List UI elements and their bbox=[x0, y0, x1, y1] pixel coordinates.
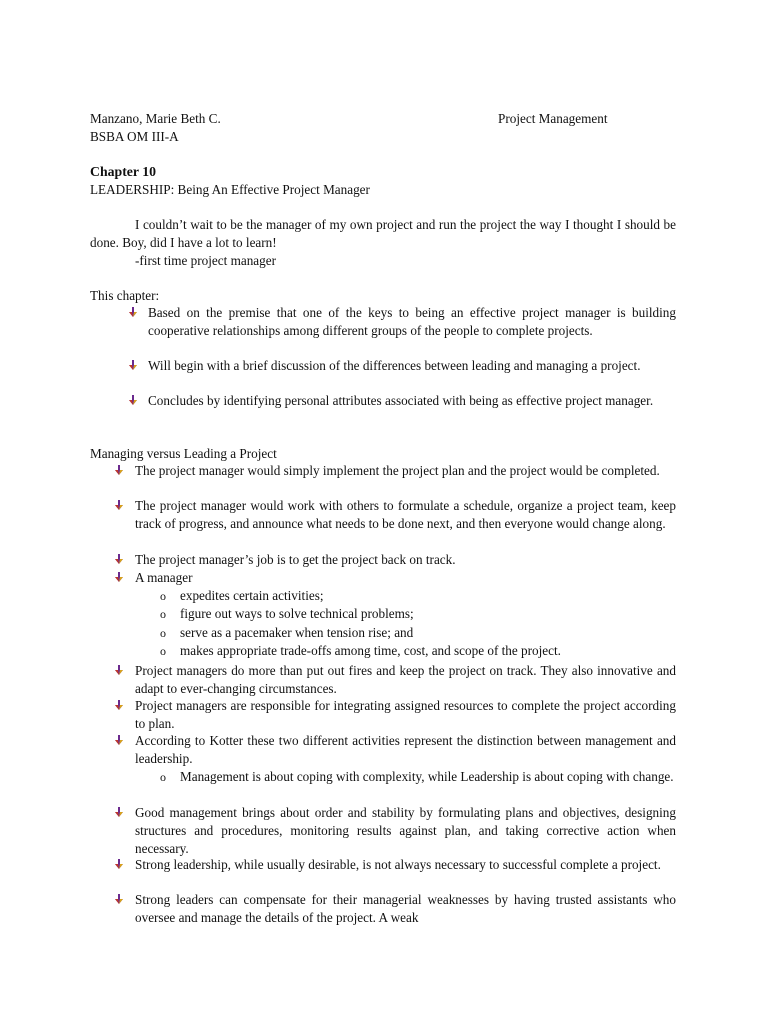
managing-bullet-10: Strong leaders can compensate for their managerial weaknesses by having trusted assistants who oversee and manage the details of the project. A weak bbox=[135, 892, 676, 925]
managing-bullet-3: The project manager’s job is to get the project back on track. bbox=[135, 552, 456, 567]
managing-bullet-2: The project manager would work with others to formulate a schedule, organize a project team, keep track of progress, and announce what needs to be done next, and then everyone would change along. bbox=[135, 498, 676, 531]
kotter-subitem: Management is about coping with complexity, while Leadership is about coping with change. bbox=[180, 769, 674, 784]
arrow-bullet-icon bbox=[113, 699, 125, 711]
manager-subitem-1: expedites certain activities; bbox=[180, 588, 324, 603]
arrow-bullet-icon bbox=[113, 499, 125, 511]
arrow-bullet-icon bbox=[113, 734, 125, 746]
managing-bullet-7: According to Kotter these two different activities represent the distinction between management and leadership. bbox=[135, 733, 676, 766]
circle-bullet-icon: o bbox=[160, 626, 166, 640]
chapter-number: Chapter 10 bbox=[90, 164, 157, 179]
circle-bullet-icon: o bbox=[160, 644, 166, 658]
circle-bullet-icon: o bbox=[160, 607, 166, 621]
manager-subitem-4: makes appropriate trade-offs among time, cost, and scope of the project. bbox=[180, 643, 561, 658]
arrow-bullet-icon bbox=[127, 306, 139, 318]
arrow-bullet-icon bbox=[113, 893, 125, 905]
managing-bullet-9: Strong leadership, while usually desirable, is not always necessary to successful complete a project. bbox=[135, 857, 661, 872]
arrow-bullet-icon bbox=[113, 858, 125, 870]
intro-bullet-3: Concludes by identifying personal attributes associated with being as effective project manager. bbox=[148, 393, 654, 408]
class-section: BSBA OM III-A bbox=[90, 129, 179, 144]
course-subject: Project Management bbox=[498, 111, 608, 126]
arrow-bullet-icon bbox=[113, 806, 125, 818]
arrow-bullet-icon bbox=[113, 553, 125, 565]
manager-subitem-3: serve as a pacemaker when tension rise; and bbox=[180, 625, 414, 640]
quote-attribution: -first time project manager bbox=[135, 253, 276, 268]
section-heading: Managing versus Leading a Project bbox=[90, 446, 277, 461]
arrow-bullet-icon bbox=[127, 359, 139, 371]
arrow-bullet-icon bbox=[113, 664, 125, 676]
managing-bullet-4: A manager bbox=[135, 570, 193, 585]
managing-bullet-6: Project managers are responsible for integrating assigned resources to complete the project according to plan. bbox=[135, 698, 676, 731]
manager-subitem-2: figure out ways to solve technical problems; bbox=[180, 606, 414, 621]
managing-bullet-8: Good management brings about order and stability by formulating plans and objectives, designing structures and procedures, monitoring results against plan, and taking corrective action when necessary. bbox=[135, 805, 676, 856]
arrow-bullet-icon bbox=[113, 464, 125, 476]
chapter-title: LEADERSHIP: Being An Effective Project Manager bbox=[90, 182, 370, 197]
intro-bullet-2: Will begin with a brief discussion of the differences between leading and managing a project. bbox=[148, 358, 641, 373]
section-intro-heading: This chapter: bbox=[90, 288, 160, 303]
managing-bullet-1: The project manager would simply implement the project plan and the project would be completed. bbox=[135, 463, 660, 478]
arrow-bullet-icon bbox=[127, 394, 139, 406]
opening-quote: I couldn’t wait to be the manager of my own project and run the project the way I thought I should be done. Boy, did I have a lot to learn! bbox=[90, 217, 676, 250]
circle-bullet-icon: o bbox=[160, 589, 166, 603]
circle-bullet-icon: o bbox=[160, 770, 166, 784]
author-name: Manzano, Marie Beth C. bbox=[90, 111, 221, 126]
intro-bullet-1: Based on the premise that one of the keys to being an effective project manager is building cooperative relationships among different groups of the people to complete projects. bbox=[148, 305, 676, 338]
arrow-bullet-icon bbox=[113, 571, 125, 583]
managing-bullet-5: Project managers do more than put out fires and keep the project on track. They also innovative and adapt to ever-changing circumstances. bbox=[135, 663, 676, 696]
